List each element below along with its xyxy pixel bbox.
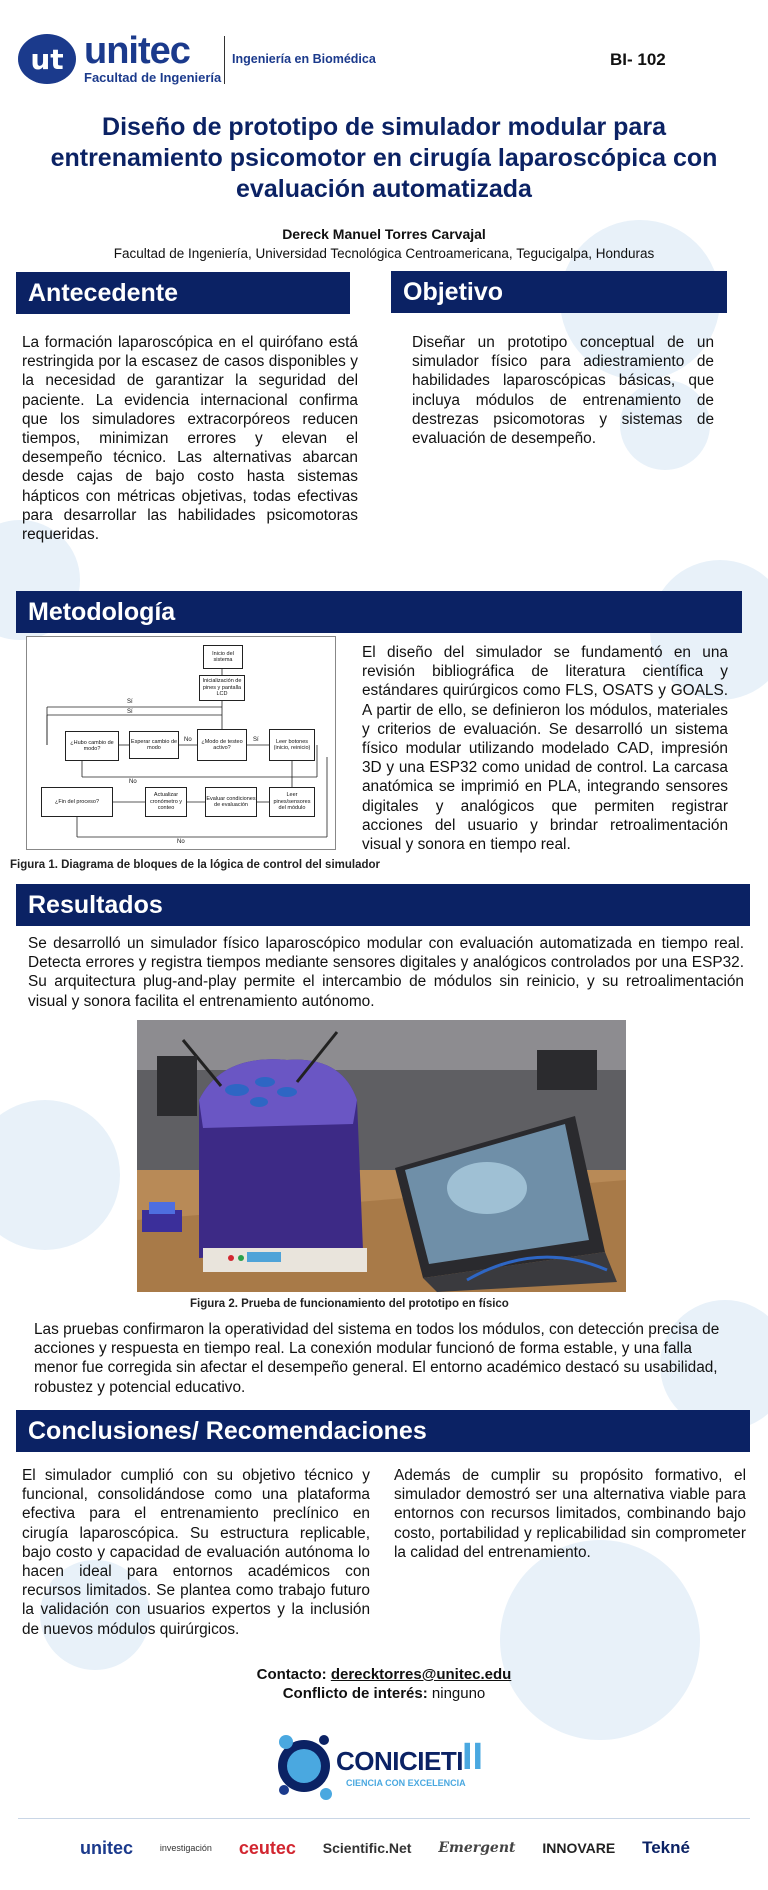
contact-email-link[interactable]: derecktorres@unitec.edu: [330, 1666, 512, 1683]
sponsor-tekne: Tekné: [642, 1838, 690, 1857]
conflict-label: Conflicto de interés:: [282, 1685, 428, 1702]
section-heading-metodologia: Metodología: [16, 591, 742, 633]
diagram-label-si: Sí: [127, 709, 133, 715]
program-name: Ingeniería en Biomédica: [232, 52, 376, 66]
title-line: entrenamiento psicomotor en cirugía laparoscópica con: [50, 144, 718, 172]
figure-1-caption: Figura 1. Diagrama de bloques de la lógica de control del simulador: [10, 859, 380, 871]
conflict-value: ninguno: [431, 1685, 486, 1702]
conclusiones-text-2: Además de cumplir su propósito formativo, el simulador demostró ser una alternativa viable para entornos con recursos limitados, combinando bajo costo, portabilidad y replicabilidad sin comprometer la calidad del entrenamiento.: [394, 1467, 746, 1561]
section-heading-resultados: Resultados: [16, 884, 750, 926]
sponsor-scientific-net: Scientific.Net: [322, 1840, 412, 1856]
resultados-text-2: Las pruebas confirmaron la operatividad del sistema en todos los módulos, con detección precisa de acciones y respuesta en tiempo real. La conexión modular funcionó de forma estable, y una falla menor fue corregida sin afectar el desempeño general. El entorno académico destacó su usabilidad, robustez y potencial educativo.: [34, 1321, 720, 1396]
conicieti-tagline: CIENCIA CON EXCELENCIA: [346, 1778, 466, 1788]
diagram-node-actualizar: Actualizar cronómetro y conteo: [145, 787, 187, 817]
author-affiliation: Facultad de Ingeniería, Universidad Tecnológica Centroamericana, Tegucigalpa, Honduras: [113, 246, 655, 261]
resultados-text-1: Se desarrolló un simulador físico laparoscópico modular con evaluación automatizada en tiempo real. Detecta errores y registra tiempos mediante sensores digitales y analógicos controlados por una ESP32. Su arquitectura plug-and-play permite el intercambio de módulos sin reinicio, y su retroalimentación visual y sonora facilita el entrenamiento autónomo.: [28, 935, 744, 1010]
brand-subtitle: Facultad de Ingeniería: [84, 70, 222, 85]
prototype-photo: [137, 1020, 626, 1292]
sponsor-emergent: Emergent: [438, 1840, 516, 1856]
footer-divider: [18, 1818, 750, 1819]
diagram-label-si: Sí: [253, 737, 259, 743]
antecedente-text: La formación laparoscópica en el quirófano está restringida por la escasez de casos disponibles y la necesidad de garantizar la seguridad del paciente. La evidencia internacional confirma que los simuladores extracorpóreos reducen tiempos, minimizan errores y elevan el desempeño técnico. Las alternativas abarcan desde cajas de bajo costo hasta sistemas hápticos con métricas objetivas, todas efectivas para desarrollar las habilidades psicomotoras requeridas.: [22, 334, 358, 544]
poster-title: [20, 112, 748, 205]
title-line: Diseño de prototipo de simulador modular para: [102, 113, 666, 141]
conclusiones-text-1: El simulador cumplió con su objetivo técnico y funcional, consolidándose como una plataforma efectiva para el entrenamiento preclínico en cirugía laparoscópica. Su estructura replicable, bajo costo y capacidad de evaluación autónoma lo hacen ideal para entornos académicos con recursos limitados. Se plantea como trabajo futuro la validación con usuarios expertos y la inclusión de nuevos módulos quirúrgicos.: [22, 1467, 370, 1638]
diagram-node-esperar: Esperar cambio de modo: [129, 731, 179, 759]
sponsor-investigacion: investigación: [159, 1843, 212, 1853]
sponsor-unitec: unitec: [80, 1837, 134, 1858]
section-heading-antecedente: Antecedente: [16, 272, 350, 314]
conicieti-logo: [274, 1724, 504, 1808]
diagram-node-inicio: Inicio del sistema: [203, 645, 243, 669]
conflict-line: [0, 1685, 768, 1702]
diagram-label-no: No: [184, 737, 192, 743]
sponsor-logos: [80, 1830, 690, 1866]
diagram-node-evaluar: Evaluar condiciones de evaluación: [205, 787, 257, 817]
control-logic-diagram: [26, 636, 336, 850]
diagram-node-leer-pines: Leer pines/sensores del módulo: [269, 787, 315, 817]
conicieti-name: CONICIETI: [336, 1746, 463, 1776]
conicieti-numeral: II: [462, 1736, 484, 1778]
header-divider: [224, 36, 225, 84]
section-heading-objetivo: Objetivo: [391, 271, 727, 313]
unitec-logo-icon: ut: [18, 34, 76, 84]
title-line: evaluación automatizada: [236, 175, 532, 203]
objetivo-text: Diseñar un prototipo conceptual de un simulador físico para adiestramiento de habilidades laparoscópicas básicas, que incluya módulos de entrenamiento de destrezas psicomotoras y sistemas de evaluación de desempeño.: [412, 334, 714, 448]
metodologia-text: El diseño del simulador se fundamentó en una revisión bibliográfica de literatura científica y estándares quirúrgicos como FLS, OSATS y GOALS. A partir de ello, se definieron los módulos, materiales y criterios de evaluación. Se desarrolló un sistema físico modular utilizando modelado CAD, impresión 3D y una ESP32 como unidad de control. La carcasa anatómica se imprimió en PLA, integrando sensores digitales y analógicos que permiten registrar acciones del usuario y brindar retroalimentación visual y sonora en tiempo real.: [362, 644, 728, 854]
diagram-node-fin: ¿Fin del proceso?: [41, 787, 113, 817]
diagram-node-modo: ¿Modo de testeo activo?: [197, 729, 247, 761]
diagram-label-no: No: [129, 779, 137, 785]
diagram-node-cambio: ¿Hubo cambio de modo?: [65, 731, 119, 761]
figure-2-caption: Figura 2. Prueba de funcionamiento del prototipo en físico: [190, 1298, 509, 1310]
brand-name: unitec: [84, 30, 190, 72]
contact-line: [0, 1666, 768, 1683]
sponsor-ceutec: ceutec: [238, 1837, 296, 1858]
diagram-label-no: No: [177, 839, 185, 845]
diagram-node-init: Inicialización de pines y pantalla LCD: [199, 675, 245, 701]
section-heading-conclusiones: Conclusiones/ Recomendaciones: [16, 1410, 750, 1452]
prototype-illustration: [137, 1020, 626, 1292]
sponsor-innovare: INNOVARE: [542, 1840, 616, 1856]
contact-label: Contacto:: [256, 1666, 327, 1683]
poster-code: BI- 102: [610, 50, 666, 69]
diagram-node-leer-botones: Leer botones (inicio, reinicio): [269, 729, 315, 761]
author-name: Dereck Manuel Torres Carvajal: [282, 226, 486, 242]
diagram-label-si: Sí: [127, 699, 133, 705]
